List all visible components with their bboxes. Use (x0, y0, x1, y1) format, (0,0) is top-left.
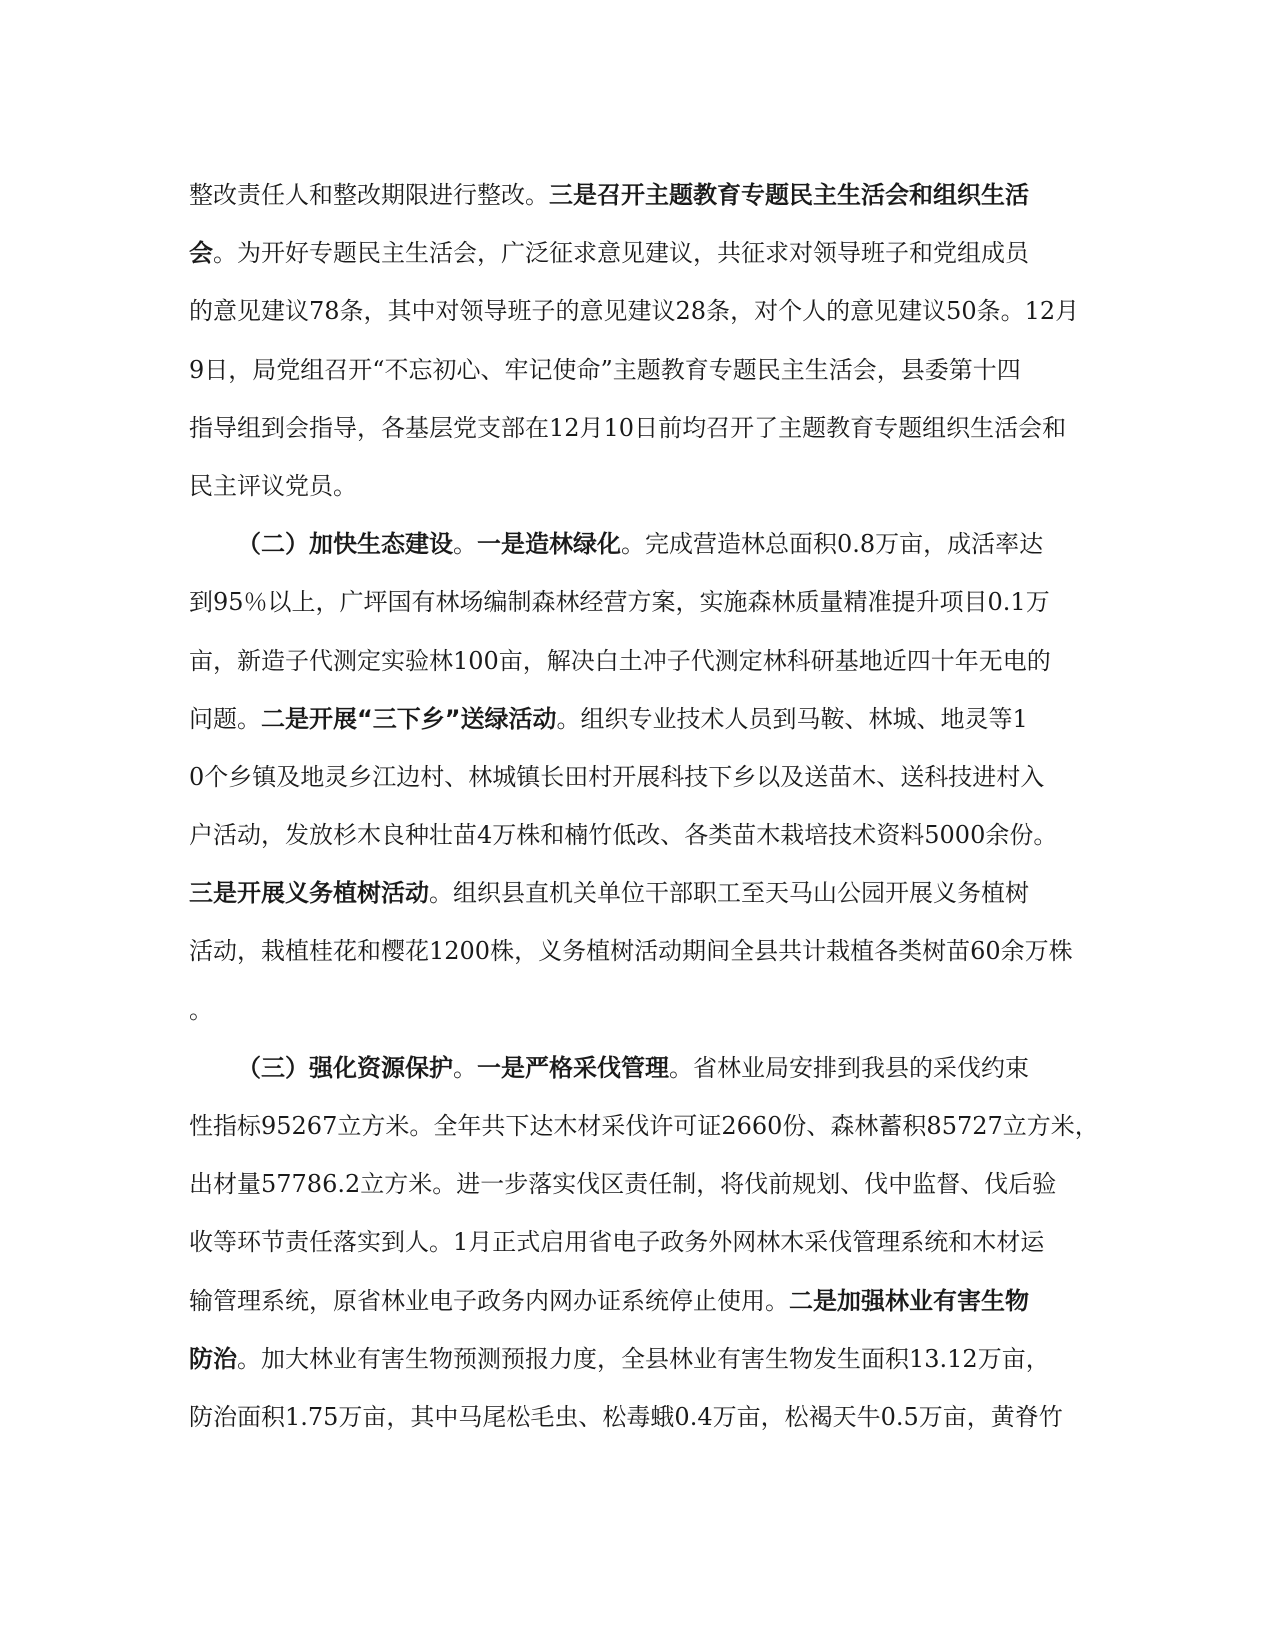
text-line (189, 341, 1089, 399)
text-line (189, 1388, 1089, 1446)
text-run: 亩，新造子代测定实验林100亩，解决白土冲子代测定林科研基地近四十年无电的 (189, 646, 1051, 675)
text-run: 。 (453, 1053, 477, 1082)
text-line (189, 166, 1089, 224)
bold-text: 一是造林绿化 (477, 530, 621, 559)
text-run: 户活动，发放杉木良种壮苗4万株和楠竹低改、各类苗木栽培技术资料5000余份。 (189, 821, 1058, 850)
text-run: 活动，栽植桂花和樱花1200株，义务植树活动期间全县共计栽植各类树苗60余万株 (189, 937, 1073, 966)
text-run: 出材量57786.2立方米。进一步落实伐区责任制，将伐前规划、伐中监督、伐后验 (189, 1170, 1057, 1199)
text-run: 。组织县直机关单位干部职工至天马山公园开展义务植树 (429, 879, 1029, 908)
text-run: 。 (189, 995, 213, 1024)
text-run: 。加大林业有害生物预测预报力度，全县林业有害生物发生面积13.12万亩， (237, 1344, 1050, 1373)
text-line (189, 1213, 1089, 1271)
text-run: 到95％以上，广坪国有林场编制森林经营方案，实施森林质量精准提升项目0.1万 (189, 588, 1050, 617)
text-line (189, 1155, 1089, 1213)
document-body (189, 166, 1099, 1446)
text-run: 0个乡镇及地灵乡江边村、林城镇长田村开展科技下乡以及送苗木、送科技进村入 (189, 762, 1045, 791)
bold-text: （三）强化资源保护 (237, 1053, 453, 1082)
bold-text: 防治 (189, 1344, 237, 1373)
text-run: 的意见建议78条，其中对领导班子的意见建议28条，对个人的意见建议50条。12月 (189, 297, 1080, 326)
bold-text: 三是召开主题教育专题民主生活会和组织生活 (549, 181, 1029, 209)
text-line (189, 399, 1089, 457)
text-run: 性指标95267立方米。全年共下达木材采伐许可证2660份、森林蓄积85727立方米， (189, 1112, 1099, 1140)
text-line (189, 981, 1089, 1039)
text-run: 。组织专业技术人员到马鞍、林城、地灵等1 (556, 704, 1028, 733)
paragraph (189, 1039, 1099, 1446)
text-run: 指导组到会指导，各基层党支部在12月10日前均召开了主题教育专题组织生活会和 (189, 413, 1067, 442)
text-line (189, 1330, 1089, 1388)
bold-text: 一是严格采伐管理 (477, 1053, 669, 1082)
text-line (189, 573, 1089, 631)
text-line (189, 224, 1089, 282)
text-line (189, 922, 1089, 980)
bold-text: 二是加强林业有害生物 (789, 1286, 1029, 1315)
bold-text: （二）加快生态建设 (237, 530, 453, 559)
text-run: 防治面积1.75万亩，其中马尾松毛虫、松毒蛾0.4万亩，松褐天牛0.5万亩，黄脊竹 (189, 1402, 1063, 1431)
text-line (189, 515, 1089, 573)
text-run: 民主评议党员。 (189, 471, 357, 500)
bold-text: 三是开展义务植树活动 (189, 879, 429, 908)
text-run: 。 (453, 530, 477, 559)
text-run: 整改责任人和整改期限进行整改。 (189, 181, 549, 209)
text-run: 。省林业局安排到我县的采伐约束 (669, 1053, 1029, 1082)
text-line (189, 1097, 1099, 1155)
bold-text: 二是开展“三下乡”送绿活动 (261, 704, 557, 733)
text-line (189, 632, 1089, 690)
text-line (189, 806, 1089, 864)
text-line (189, 1039, 1089, 1097)
text-run: 输管理系统，原省林业电子政务内网办证系统停止使用。 (189, 1286, 789, 1315)
text-run: 9日，局党组召开“不忘初心、牢记使命”主题教育专题民主生活会，县委第十四 (189, 355, 1021, 384)
text-line (189, 282, 1089, 340)
paragraph (189, 515, 1089, 1039)
text-run: 。为开好专题民主生活会，广泛征求意见建议，共征求对领导班子和党组成员 (213, 239, 1029, 268)
text-run: 收等环节责任落实到人。1月正式启用省电子政务外网林木采伐管理系统和木材运 (189, 1228, 1045, 1257)
paragraph (189, 166, 1089, 515)
text-line (189, 864, 1089, 922)
text-run: 。完成营造林总面积0.8万亩，成活率达 (621, 530, 1044, 559)
bold-text: 会 (189, 239, 213, 268)
text-run: 问题。 (189, 704, 261, 733)
text-line (189, 1272, 1089, 1330)
text-line (189, 690, 1089, 748)
text-line (189, 748, 1089, 806)
text-line (189, 457, 1089, 515)
